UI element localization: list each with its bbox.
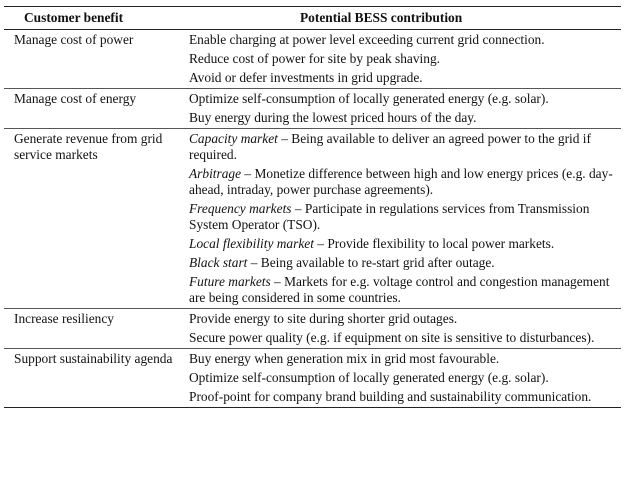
contribution-item: Reduce cost of power for site by peak shaving. <box>189 51 441 66</box>
contribution-item: Optimize self-consumption of locally generated energy (e.g. solar). <box>189 370 549 385</box>
contribution-item: Enable charging at power level exceeding current grid connection. <box>189 32 545 47</box>
benefit-cell: Manage cost of energy <box>14 91 137 106</box>
contribution-item: Secure power quality (e.g. if equipment on site is sensitive to disturbances). <box>189 330 595 345</box>
table-row <box>4 128 621 308</box>
contribution-cell <box>189 30 621 88</box>
table-header <box>4 6 621 30</box>
contribution-cell <box>189 129 621 308</box>
contribution-item: Buy energy when generation mix in grid most favourable. <box>189 351 500 366</box>
column-header-customer-benefit: Customer benefit <box>24 10 124 25</box>
contribution-item: Provide energy to site during shorter grid outages. <box>189 311 458 326</box>
contribution-cell <box>189 349 621 407</box>
benefit-cell: Support sustainability agenda <box>14 351 173 366</box>
contribution-item: Local flexibility market – Provide flexibility to local power markets. <box>189 236 555 251</box>
table-row <box>4 30 621 88</box>
table-row <box>4 308 621 348</box>
bess-benefits-table <box>4 6 621 408</box>
contribution-item: Buy energy during the lowest priced hours of the day. <box>189 110 477 125</box>
contribution-item: Avoid or defer investments in grid upgrade. <box>189 70 423 85</box>
contribution-item: Optimize self-consumption of locally generated energy (e.g. solar). <box>189 91 549 106</box>
benefit-cell: Generate revenue from grid service markets <box>14 131 163 162</box>
benefit-cell: Increase resiliency <box>14 311 114 326</box>
benefit-cell: Manage cost of power <box>14 32 134 47</box>
contribution-item: Capacity market – Being available to deliver an agreed power to the grid if required. <box>189 131 591 162</box>
contribution-item: Proof-point for company brand building and sustainability communication. <box>189 389 592 404</box>
contribution-cell <box>189 89 621 128</box>
column-header-bess-contribution: Potential BESS contribution <box>300 10 463 25</box>
contribution-item: Black start – Being available to re-start grid after outage. <box>189 255 495 270</box>
contribution-item: Future markets – Markets for e.g. voltage control and congestion management are being considered in some countries. <box>189 274 610 305</box>
table-row <box>4 88 621 128</box>
contribution-cell <box>189 309 621 348</box>
contribution-item: Frequency markets – Participate in regulations services from Transmission System Operator (TSO). <box>189 201 590 232</box>
table-row <box>4 348 621 408</box>
contribution-item: Arbitrage – Monetize difference between high and low energy prices (e.g. day-ahead, intraday, power purchase agreements). <box>189 166 613 197</box>
